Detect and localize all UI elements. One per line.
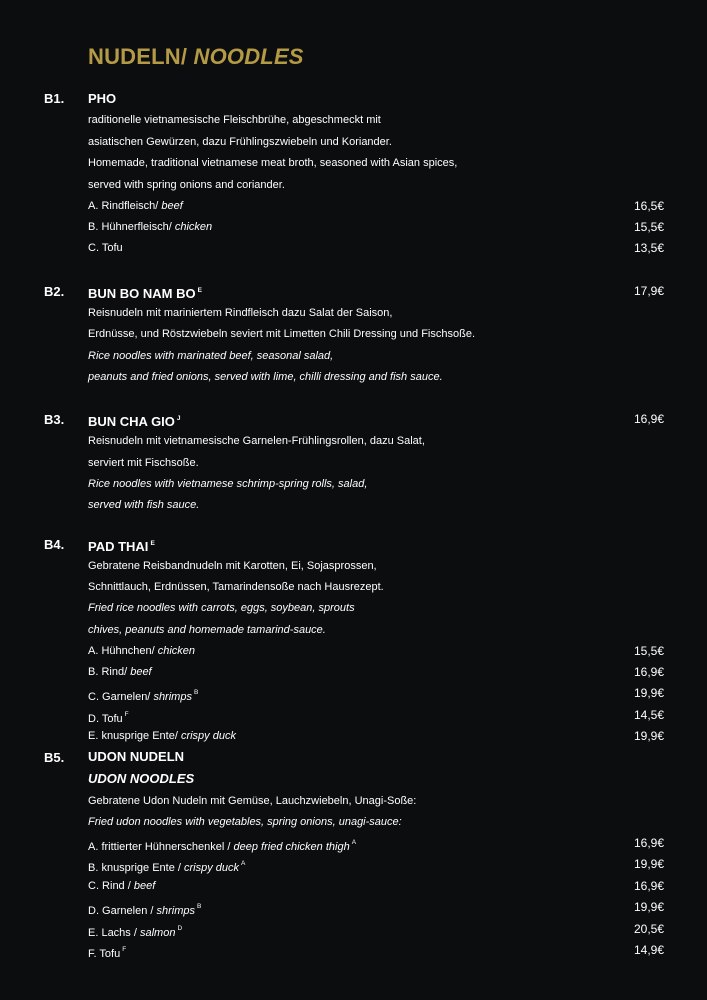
dish-price: 16,9€ bbox=[633, 412, 664, 426]
option-price: 15,5€ bbox=[633, 220, 664, 234]
dish-description: asiatischen Gewürzen, dazu Frühlingszwiebeln und Koriander. bbox=[88, 136, 392, 148]
dish-description: Rice noodles with vietnamese schrimp-spring rolls, salad, bbox=[88, 478, 368, 490]
option-price: 20,5€ bbox=[633, 922, 664, 936]
option-price: 14,9€ bbox=[633, 943, 664, 957]
menu-option: C. Rind / beef bbox=[88, 880, 156, 892]
dish-description: Gebratene Reisbandnudeln mit Karotten, Ei, Sojasprossen, bbox=[88, 560, 377, 572]
menu-option: B. Hühnerfleisch/ chicken bbox=[88, 221, 213, 233]
menu-option: E. knusprige Ente/ crispy duck bbox=[88, 730, 236, 742]
dish-subname: UDON NOODLES bbox=[88, 771, 195, 786]
option-price: 19,9€ bbox=[633, 857, 664, 871]
dish-code: B1. bbox=[44, 91, 65, 106]
menu-option: A. Rindfleisch/ beef bbox=[88, 200, 183, 212]
allergen-mark: J bbox=[176, 415, 181, 422]
menu-option: B. knusprige Ente / crispy duck $^A$ bbox=[88, 860, 246, 874]
menu-option: F. Tofu $^F$ bbox=[88, 946, 127, 960]
dish-description: Rice noodles with marinated beef, seasonal salad, bbox=[88, 350, 334, 362]
option-price: 19,9€ bbox=[633, 900, 664, 914]
dish-description: Schnittlauch, Erdnüssen, Tamarindensoße nach Hausrezept. bbox=[88, 581, 384, 593]
dish-code: B4. bbox=[44, 537, 65, 552]
menu-option: C. Garnelen/ shrimps $^B$ bbox=[88, 689, 199, 703]
allergen-mark: A bbox=[241, 860, 246, 867]
dish-name: BUN BO NAM BO $^E$ bbox=[88, 286, 202, 301]
dish-description: chives, peanuts and homemade tamarind-sauce. bbox=[88, 624, 326, 636]
dish-description: Gebratene Udon Nudeln mit Gemüse, Lauchzwiebeln, Unagi-Soße: bbox=[88, 795, 417, 807]
option-price: 16,9€ bbox=[633, 879, 664, 893]
menu-option: A. frittierter Hühnerschenkel / deep fried chicken thigh $^A$ bbox=[88, 839, 357, 853]
dish-code: B3. bbox=[44, 412, 65, 427]
page-title bbox=[88, 44, 304, 70]
option-price: 16,9€ bbox=[633, 836, 664, 850]
dish-description: Reisnudeln mit mariniertem Rindfleisch dazu Salat der Saison, bbox=[88, 307, 393, 319]
menu-option: D. Garnelen / shrimps $^B$ bbox=[88, 903, 202, 917]
dish-description: Fried udon noodles with vegetables, spring onions, unagi-sauce: bbox=[88, 816, 402, 828]
menu-option: E. Lachs / salmon $^D$ bbox=[88, 925, 183, 939]
dish-description: served with spring onions and coriander. bbox=[88, 179, 285, 191]
option-price: 14,5€ bbox=[633, 708, 664, 722]
menu-option: D. Tofu $^F$ bbox=[88, 711, 129, 725]
page-title-de: NUDELN/ bbox=[88, 44, 188, 69]
dish-description: Erdnüsse, und Röstzwiebeln seviert mit Limetten Chili Dressing und Fischsoße. bbox=[88, 328, 475, 340]
allergen-mark: D bbox=[177, 925, 183, 932]
dish-description: Homemade, traditional vietnamese meat broth, seasoned with Asian spices, bbox=[88, 157, 458, 169]
dish-description: Reisnudeln mit vietnamesische Garnelen-Frühlingsrollen, dazu Salat, bbox=[88, 435, 425, 447]
menu-option: C. Tofu bbox=[88, 242, 123, 254]
option-price: 16,9€ bbox=[633, 665, 664, 679]
option-price: 19,9€ bbox=[633, 686, 664, 700]
page-title-en: NOODLES bbox=[193, 44, 304, 69]
dish-description: raditionelle vietnamesische Fleischbrühe, abgeschmeckt mit bbox=[88, 114, 381, 126]
allergen-mark: F bbox=[124, 711, 129, 718]
dish-code: B2. bbox=[44, 284, 65, 299]
allergen-mark: B bbox=[197, 903, 202, 910]
dish-name: PAD THAI $^E$ bbox=[88, 539, 155, 554]
option-price: 19,9€ bbox=[633, 729, 664, 743]
dish-description: Fried rice noodles with carrots, eggs, soybean, sprouts bbox=[88, 602, 355, 614]
allergen-mark: F bbox=[122, 946, 127, 953]
dish-name: BUN CHA GIO $^J$ bbox=[88, 414, 181, 429]
allergen-mark: B bbox=[193, 689, 199, 696]
dish-description: serviert mit Fischsoße. bbox=[88, 457, 199, 469]
dish-description: peanuts and fried onions, served with lime, chilli dressing and fish sauce. bbox=[88, 371, 443, 383]
allergen-mark: A bbox=[351, 839, 357, 846]
menu-option: B. Rind/ beef bbox=[88, 666, 152, 678]
option-price: 15,5€ bbox=[633, 644, 664, 658]
dish-name: UDON NUDELN bbox=[88, 749, 185, 764]
dish-name: PHO bbox=[88, 91, 117, 106]
allergen-mark: E bbox=[197, 287, 202, 294]
option-price: 13,5€ bbox=[633, 241, 664, 255]
allergen-mark: E bbox=[150, 540, 155, 547]
menu-option: A. Hühnchen/ chicken bbox=[88, 645, 196, 657]
dish-code: B5. bbox=[44, 750, 65, 765]
dish-description: served with fish sauce. bbox=[88, 499, 200, 511]
dish-price: 17,9€ bbox=[633, 284, 664, 298]
option-price: 16,5€ bbox=[633, 199, 664, 213]
